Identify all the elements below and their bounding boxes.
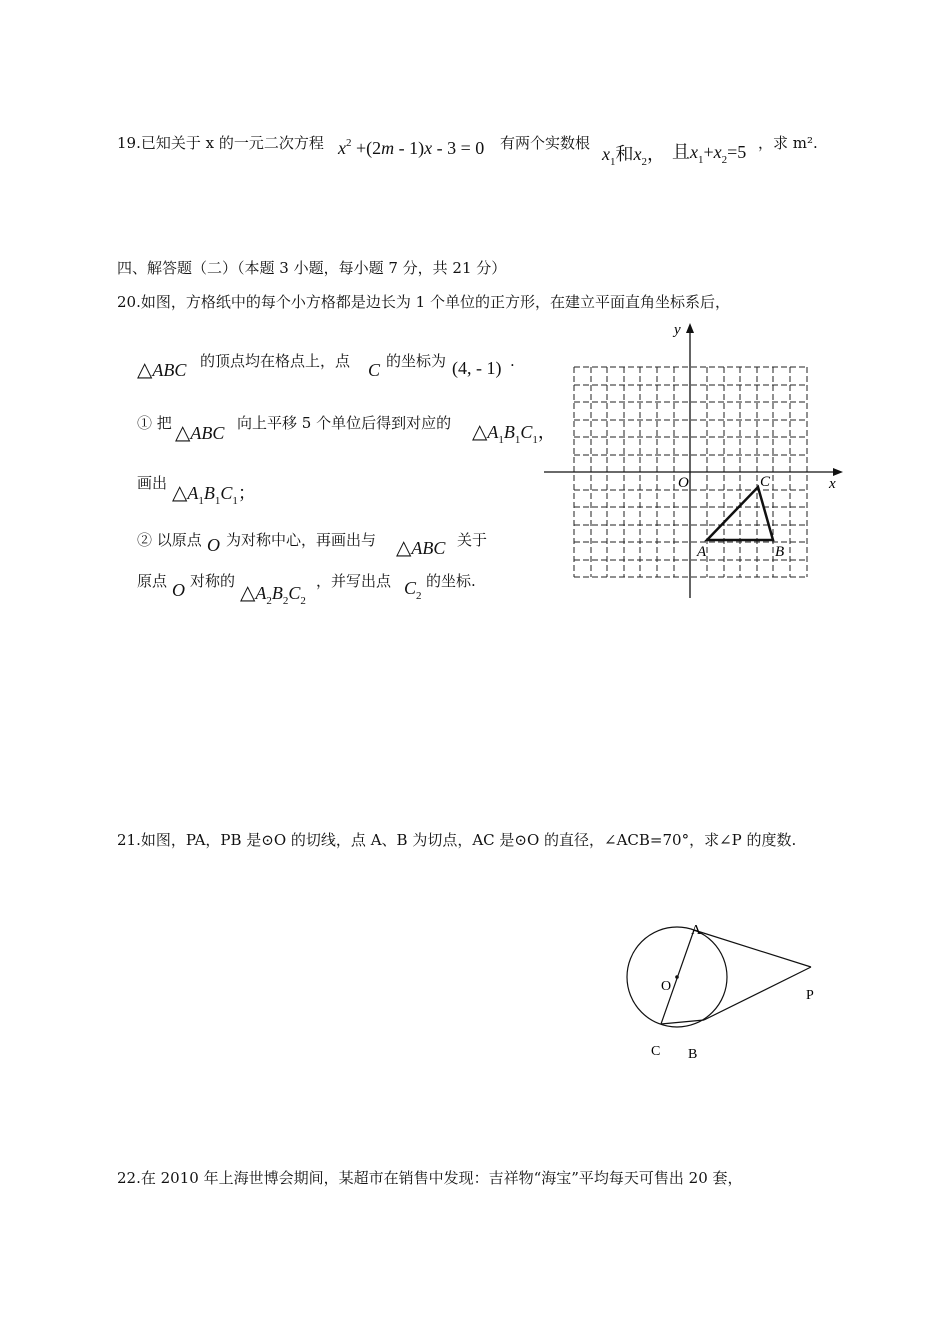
label-p: P <box>806 988 814 1003</box>
vertex-b-label: B <box>775 544 785 560</box>
q20-number: 20. <box>117 293 141 311</box>
q20-triangle-a2b2c2: $\triangle A_2B_2C_2$ <box>240 582 306 607</box>
q20-triangle-abc-3: △ABC <box>396 537 446 559</box>
q20-line1: 的顶点均在格点上，点 <box>200 352 351 370</box>
q20-period: . <box>510 352 515 370</box>
q20-triangle-a1b1c1-draw: $\triangle A_1B_1C_1$； <box>172 482 256 507</box>
q20-grid-figure <box>540 318 850 603</box>
q20-intro-line <box>117 291 730 312</box>
q20-triangle-abc-1: △ABC <box>137 359 187 381</box>
q20-coord: (4, - 1) <box>452 358 502 378</box>
q20-part2a: ② 以原点 <box>137 531 202 549</box>
tangent-pb <box>704 967 811 1020</box>
q20-part1a: ① 把 <box>137 414 172 432</box>
section4-heading: 四、解答题（二）（本题 3 小题，每小题 7 分，共 21 分） <box>117 259 507 277</box>
y-axis-label: y <box>674 322 681 338</box>
q19-roots: $x_1$和$x_2$， <box>602 144 665 168</box>
label-c: C <box>651 1044 661 1059</box>
q20-part2d: 原点 <box>137 572 168 590</box>
q20-intro: 如图，方格纸中的每个小方格都是边长为 1 个单位的正方形，在建立平面直角坐标系后， <box>140 293 730 311</box>
q21-text: 如图，PA，PB 是⊙O 的切线，点 A、B 为切点，AC 是⊙O 的直径，∠ACB=70°，求∠P 的度数. <box>140 831 797 849</box>
x-axis-label: x <box>829 476 836 492</box>
q19-text-after: ，求 m². <box>758 134 818 152</box>
q20-part2b: 为对称中心，再画出与 <box>226 531 377 549</box>
q22-line <box>117 1167 743 1188</box>
q20-part2f: ，并写出点 <box>316 572 392 590</box>
label-o: O <box>661 979 672 994</box>
q21-number: 21. <box>117 831 141 849</box>
q21-line <box>117 829 796 850</box>
q19-text-mid: 有两个实数根 <box>500 134 591 152</box>
q19-equation: $x^2 +(2m - 1)x - 3 = 0$ <box>338 137 485 158</box>
q20-part2c: 关于 <box>457 531 488 549</box>
q20-triangle-a1b1c1: $\triangle A_1B_1C_1$， <box>472 421 556 446</box>
q20-point-c2: $C_2$ <box>404 578 422 602</box>
label-a: A <box>691 923 702 938</box>
q20-part1c: 画出 <box>137 474 168 492</box>
q20-part2e: 对称的 <box>190 572 236 590</box>
q19-number: 19. <box>117 134 141 152</box>
q20-point-c: C <box>368 360 381 380</box>
q22-number: 22. <box>117 1169 141 1187</box>
vertex-a-label: A <box>697 544 707 560</box>
q20-line1b: 的坐标为 <box>386 352 447 370</box>
q20-point-o-1: O <box>207 535 220 555</box>
tangent-pa <box>694 930 811 967</box>
q20-triangle-abc-2: △ABC <box>175 422 225 444</box>
origin-label: O <box>678 475 689 491</box>
q19-condition: 且$x_1+x_2=5$ <box>672 142 747 166</box>
label-b: B <box>688 1047 698 1062</box>
q21-circle-figure <box>615 915 830 1065</box>
center-dot <box>675 975 679 979</box>
q20-part1b: 向上平移 5 个单位后得到对应的 <box>237 414 452 432</box>
q19-text-before: 已知关于 x 的一元二次方程 <box>140 134 324 152</box>
q19-line <box>117 132 324 153</box>
q20-part2g: 的坐标. <box>426 572 476 590</box>
q20-point-o-2: O <box>172 580 185 600</box>
q22-text: 在 2010 年上海世博会期间，某超市在销售中发现：吉祥物“海宝”平均每天可售出 20 套， <box>140 1169 743 1187</box>
y-axis-arrow <box>686 323 694 333</box>
x-axis-arrow <box>833 468 843 476</box>
vertex-c-label: C <box>760 474 771 490</box>
